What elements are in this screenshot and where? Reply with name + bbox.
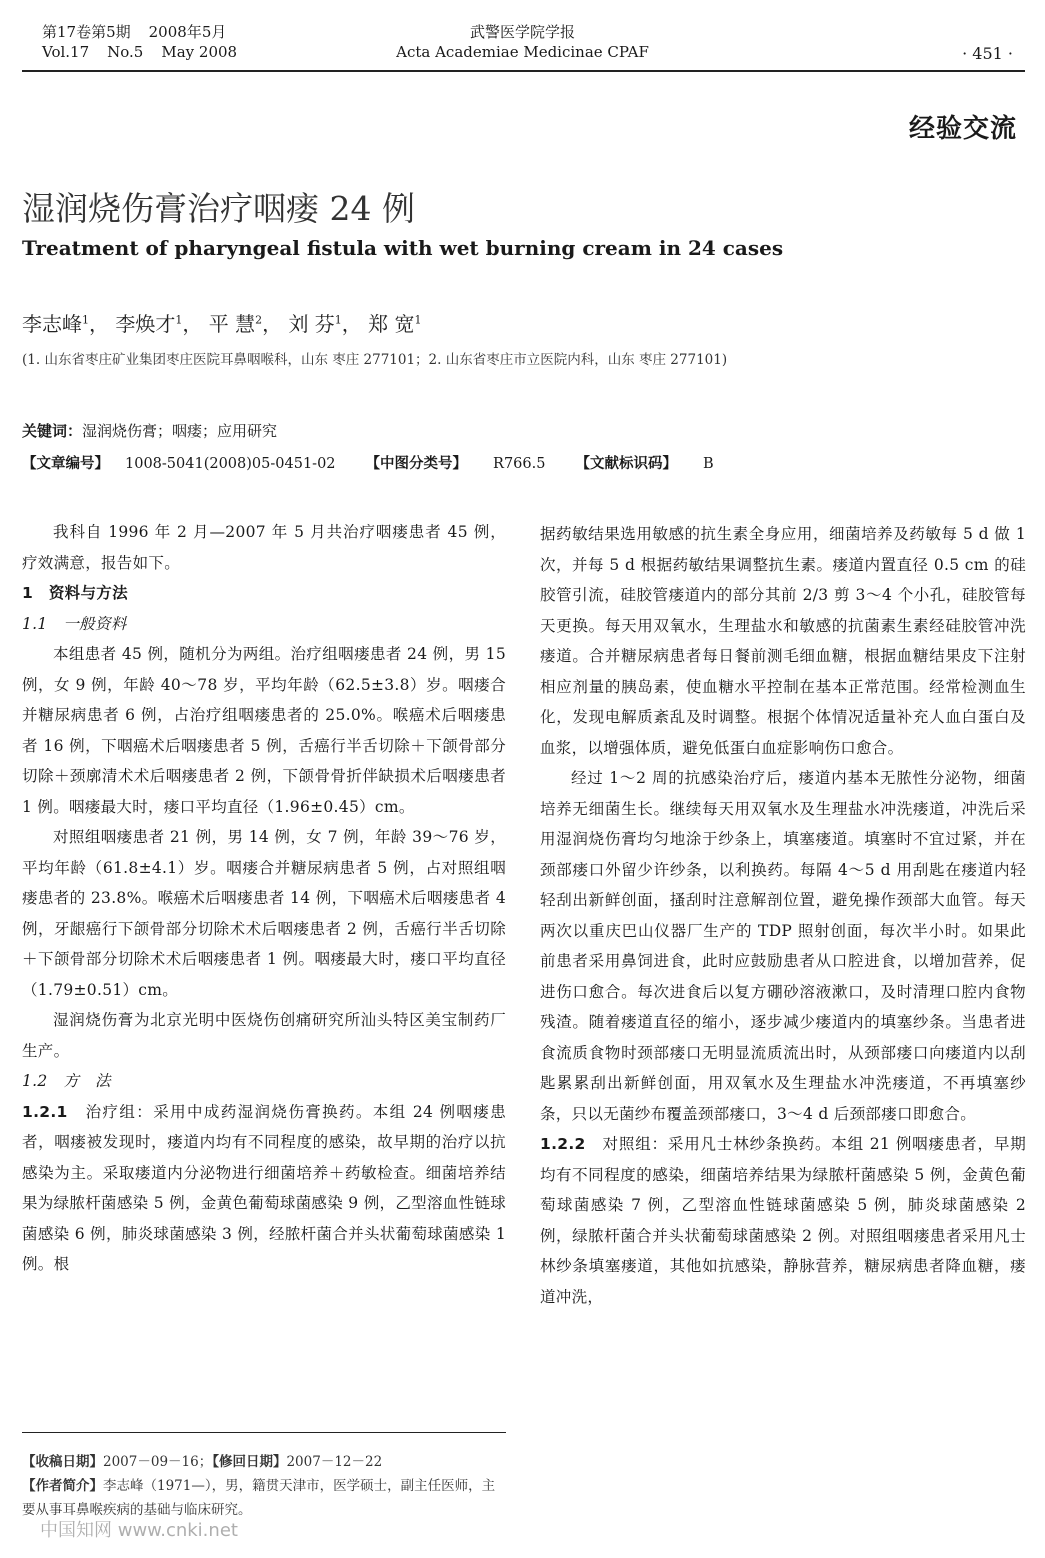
body-column-left (22, 517, 506, 1280)
author-list: 李志峰$^1$， 李焕才$^1$， 平 慧$^2$， 刘 芬$^1$， 郑 宽$^1$ (22, 312, 422, 336)
revised-date: 2007－12－22 (286, 1454, 383, 1470)
body-column-right (540, 519, 1026, 1312)
issue-en: No.5 (107, 43, 144, 61)
date-en: May 2008 (161, 43, 238, 61)
subsection-heading-1-1: 1.1 一般资料 (22, 614, 127, 633)
header-rule (22, 70, 1025, 72)
author-name: 郑 宽 (368, 312, 415, 336)
revised-label: 【修回日期】 (212, 1454, 287, 1470)
author-affil-mark: 2 (255, 313, 263, 327)
journal-name-en: Acta Academiae Medicinae CPAF (396, 43, 649, 61)
page-number: · 451 · (962, 44, 1013, 63)
keywords-text: 湿润烧伤膏；咽瘘；应用研究 (82, 422, 278, 440)
date-cn: 2008年5月 (148, 23, 227, 41)
article-no-label: 【文章编号】 (22, 455, 109, 472)
intro-paragraph: 我科自 1996 年 2 月—2007 年 5 月共治疗咽瘘患者 45 例，疗效满意，报告如下。 (22, 523, 506, 572)
subsubsection-number: 1.2.2 (540, 1135, 586, 1153)
received-label: 【收稿日期】 (22, 1454, 103, 1470)
paragraph-treatment-group: 本组患者 45 例，随机分为两组。治疗组咽瘘患者 24 例，男 15 例，女 9 例，年龄 40～78 岁，平均年龄（62.5±3.8）岁。咽瘘合并糖尿病患者 6 例，占治疗组咽瘘患者的 25.0%。喉癌术后咽瘘患者 16 例，下咽癌术后咽瘘患者 5 例，舌癌行半舌切除＋下颌骨部分切除＋颈廓清术术后咽瘘患者 2 例，下颌骨骨折伴缺损术后咽瘘患者 1 例。咽瘘最大时，瘘口平均直径（1.96±0.45）cm。 (22, 645, 506, 816)
footnote-rule (22, 1432, 506, 1433)
subsection-heading-1-2: 1.2 方 法 (22, 1072, 111, 1090)
paragraph-method-treatment (22, 1097, 506, 1280)
paragraph-text: 对照组：采用凡士林纱条换药。本组 21 例咽瘘患者，早期均有不同程度的感染，细菌培养结果为绿脓杆菌感染 5 例，金黄色葡萄球菌感染 7 例，乙型溶血性链球菌感染 5 例，肺炎球菌感染 2 例，绿脓杆菌合并头状葡萄球菌感染 2 例。对照组咽瘘患者采用凡士林纱条填塞瘘道，其他如抗感染，静脉营养，糖尿病患者降血糖，瘘道冲洗， (540, 1135, 1026, 1306)
journal-name-cn: 武警医学院学报 (469, 23, 575, 41)
journal-name (0, 22, 1045, 62)
author-bio: 李志峰（1971—），男，籍贯天津市，医学硕士，副主任医师，主要从事耳鼻喉疾病的基础与临床研究。 (22, 1478, 496, 1518)
received-date: 2007－09－16； (103, 1454, 213, 1470)
subsubsection-number: 1.2.1 (22, 1102, 68, 1121)
author-affil-mark: 1 (414, 313, 422, 327)
author-name: 李志峰 (22, 312, 82, 336)
title-chinese: 湿润烧伤膏治疗咽瘘 24 例 (22, 189, 415, 228)
author-name: 李焕才 (115, 312, 176, 336)
cnki-watermark: 中国知网 www.cnki.net (40, 1520, 238, 1541)
paragraph-method-control (540, 1129, 1026, 1312)
paragraph-drug-source: 湿润烧伤膏为北京光明中医烧伤创痛研究所汕头特区美宝制药厂生产。 (22, 1011, 506, 1060)
footnote-author (22, 1474, 506, 1522)
paragraph-text: 治疗组：采用中成药湿润烧伤膏换药。本组 24 例咽瘘患者，咽瘘被发现时，瘘道内均有不同程度的感染，故早期的治疗以抗感染为主。采取瘘道内分泌物进行细菌培养＋药敏检查。细菌培养结果为绿脓杆菌感染 5 例，金黄色葡萄球菌感染 9 例，乙型溶血性链球菌感染 6 例，肺炎球菌感染 3 例，经脓杆菌合并头状葡萄球菌感染 1 例。根 (22, 1102, 506, 1273)
author-name: 平 慧 (208, 312, 256, 336)
keywords-label: 关键词： (22, 422, 83, 440)
author-affil-mark: 1 (334, 313, 342, 327)
volume-issue-cn: 第17卷第5期 (42, 23, 131, 41)
keywords (22, 420, 277, 441)
doc-code-label: 【文献标识码】 (575, 455, 677, 472)
footnote-dates (22, 1450, 506, 1474)
paragraph-dressing: 经过 1～2 周的抗感染治疗后，瘘道内基本无脓性分泌物，细菌培养无细菌生长。继续每天用双氧水及生理盐水冲洗瘘道，冲洗后采用湿润烧伤膏均匀地涂于纱条上，填塞瘘道。填塞时不宜过紧，并在颈部瘘口外留少许纱条，以利换药。每隔 4～5 d 用刮匙在瘘道内轻轻刮出新鲜创面，搔刮时注意解剖位置，避免操作颈部大血管。每天两次以重庆巴山仪器厂生产的 TDP 照射创面，每次半小时。如果此前患者采用鼻饲进食，此时应鼓励患者从口腔进食，以增加营养，促进伤口愈合。每次进食后以复方硼砂溶液漱口，及时清理口腔内食物残渣。随着瘘道直径的缩小，逐步减少瘘道内的填塞纱条。当患者进食流质食物时颈部瘘口无明显流质流出时，从颈部瘘口向瘘道内以刮匙累累刮出新鲜创面，用双氧水及生理盐水冲洗瘘道，不再填塞纱条，只以无菌纱布覆盖颈部瘘口，3～4 d 后颈部瘘口即愈合。 (540, 769, 1026, 1123)
section-label: 经验交流 (908, 114, 1017, 144)
paragraph-continued: 据药敏结果选用敏感的抗生素全身应用，细菌培养及药敏每 5 d 做 1 次，并每 5 d 根据药敏结果调整抗生素。瘘道内置直径 0.5 cm 的硅胶管引流，硅胶管瘘道内的部分其前 2/3 剪 3～4 个小孔，硅胶管每天更换。每天用双氧水，生理盐水和敏感的抗菌素生素经硅胶管冲洗瘘道。合并糖尿病患者每日餐前测毛细血糖，根据血糖结果皮下注射相应剂量的胰岛素，使血糖水平控制在基本正常范围。经常检测血生化，发现电解质紊乱及时调整。根据个体情况适量补充人血白蛋白及血浆，以增强体质，避免低蛋白血症影响伤口愈合。 (540, 525, 1026, 757)
doc-code: B (702, 456, 714, 472)
footnote (22, 1450, 506, 1522)
clc-code: R766.5 (493, 456, 546, 472)
clc-label: 【中图分类号】 (365, 455, 468, 472)
author-affil-mark: 1 (175, 313, 183, 327)
affiliation: (1. 山东省枣庄矿业集团枣庄医院耳鼻咽喉科，山东 枣庄 277101；2. 山东省枣庄市立医院内科，山东 枣庄 277101) (22, 352, 728, 368)
author-name: 刘 芬 (288, 312, 335, 336)
paragraph-control-group: 对照组咽瘘患者 21 例，男 14 例，女 7 例，年龄 39～76 岁，平均年龄（61.8±4.1）岁。咽瘘合并糖尿病患者 5 例，占对照组咽瘘患者的 23.8%。喉癌术后咽瘘患者 14 例，下咽癌术后咽瘘患者 4 例，牙龈癌行下颌骨部分切除术术后咽瘘患者 2 例，舌癌行半舌切除＋下颌骨部分切除术术后咽瘘患者 1 例。咽瘘最大时，瘘口平均直径（1.79±0.51）cm。 (22, 828, 506, 999)
section-heading-1: 1 资料与方法 (22, 584, 128, 602)
article-meta (22, 452, 714, 473)
volume-en: Vol.17 (42, 43, 90, 61)
author-bio-label: 【作者简介】 (22, 1478, 103, 1494)
author-affil-mark: 1 (82, 313, 89, 327)
article-no: 1008-5041(2008)05-0451-02 (125, 456, 336, 472)
title-english: Treatment of pharyngeal fistula with wet burning cream in 24 cases (22, 236, 784, 260)
